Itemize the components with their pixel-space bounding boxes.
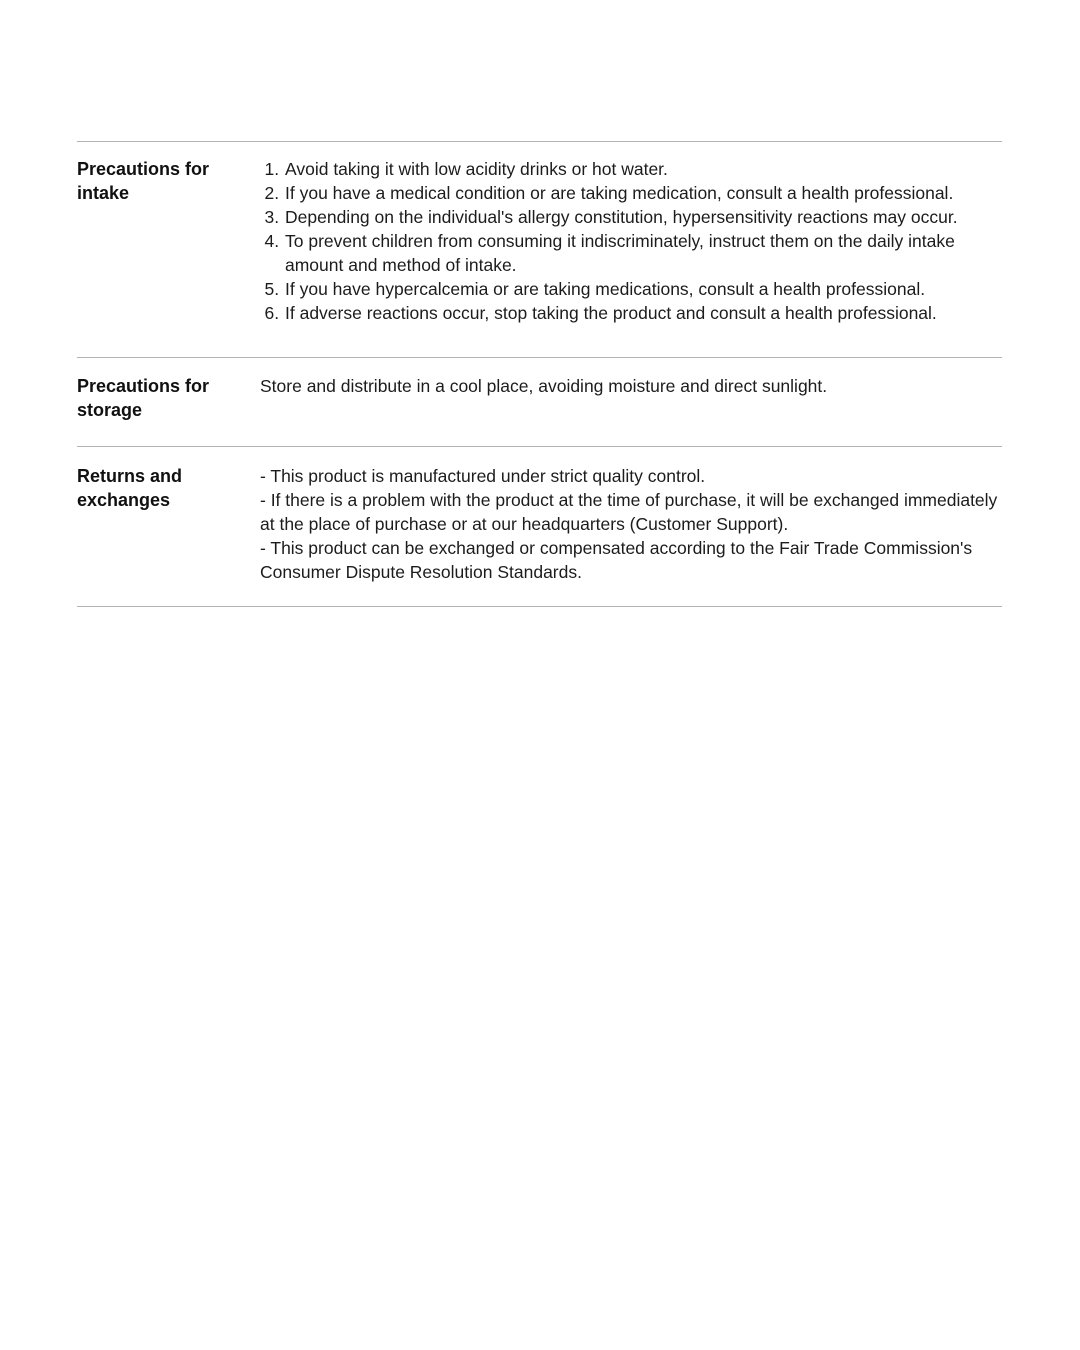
list-item: 3. Depending on the individual's allergy constitution, hypersensitivity reactions may occur. xyxy=(284,205,1002,229)
list-item: - If there is a problem with the product at the time of purchase, it will be exchanged immediately at the place of purchase or at our headquarters (Customer Support). xyxy=(260,490,998,534)
list-item: 1. Avoid taking it with low acidity drinks or hot water. xyxy=(284,157,1002,181)
section-precautions-for-storage xyxy=(77,357,1002,446)
section-content-returns-and-exchanges xyxy=(260,464,1002,584)
storage-instruction-text: Store and distribute in a cool place, avoiding moisture and direct sunlight. xyxy=(260,376,828,396)
list-item: 4. To prevent children from consuming it indiscriminately, instruct them on the daily intake amount and method of intake. xyxy=(284,229,1002,277)
list-item: 6. If adverse reactions occur, stop taking the product and consult a health professional. xyxy=(284,301,1002,325)
section-label-precautions-for-storage: Precautions for storage xyxy=(77,376,210,420)
section-label-returns-and-exchanges: Returns and exchanges xyxy=(77,466,183,510)
list-item: - This product is manufactured under strict quality control. xyxy=(260,466,706,486)
section-returns-and-exchanges xyxy=(77,446,1002,606)
section-label-precautions-for-intake: Precautions for intake xyxy=(77,159,210,203)
section-content-precautions-for-storage xyxy=(260,374,1002,398)
section-precautions-for-intake xyxy=(77,141,1002,357)
intake-precautions-list xyxy=(260,157,1002,325)
list-item: 5. If you have hypercalcemia or are taking medications, consult a health professional. xyxy=(284,277,1002,301)
list-item: - This product can be exchanged or compensated according to the Fair Trade Commission's Consumer Dispute Resolution Standards. xyxy=(260,538,973,582)
list-item: 2. If you have a medical condition or are taking medication, consult a health professional. xyxy=(284,181,1002,205)
section-content-precautions-for-intake xyxy=(260,157,1002,325)
product-info-table xyxy=(77,141,1002,607)
